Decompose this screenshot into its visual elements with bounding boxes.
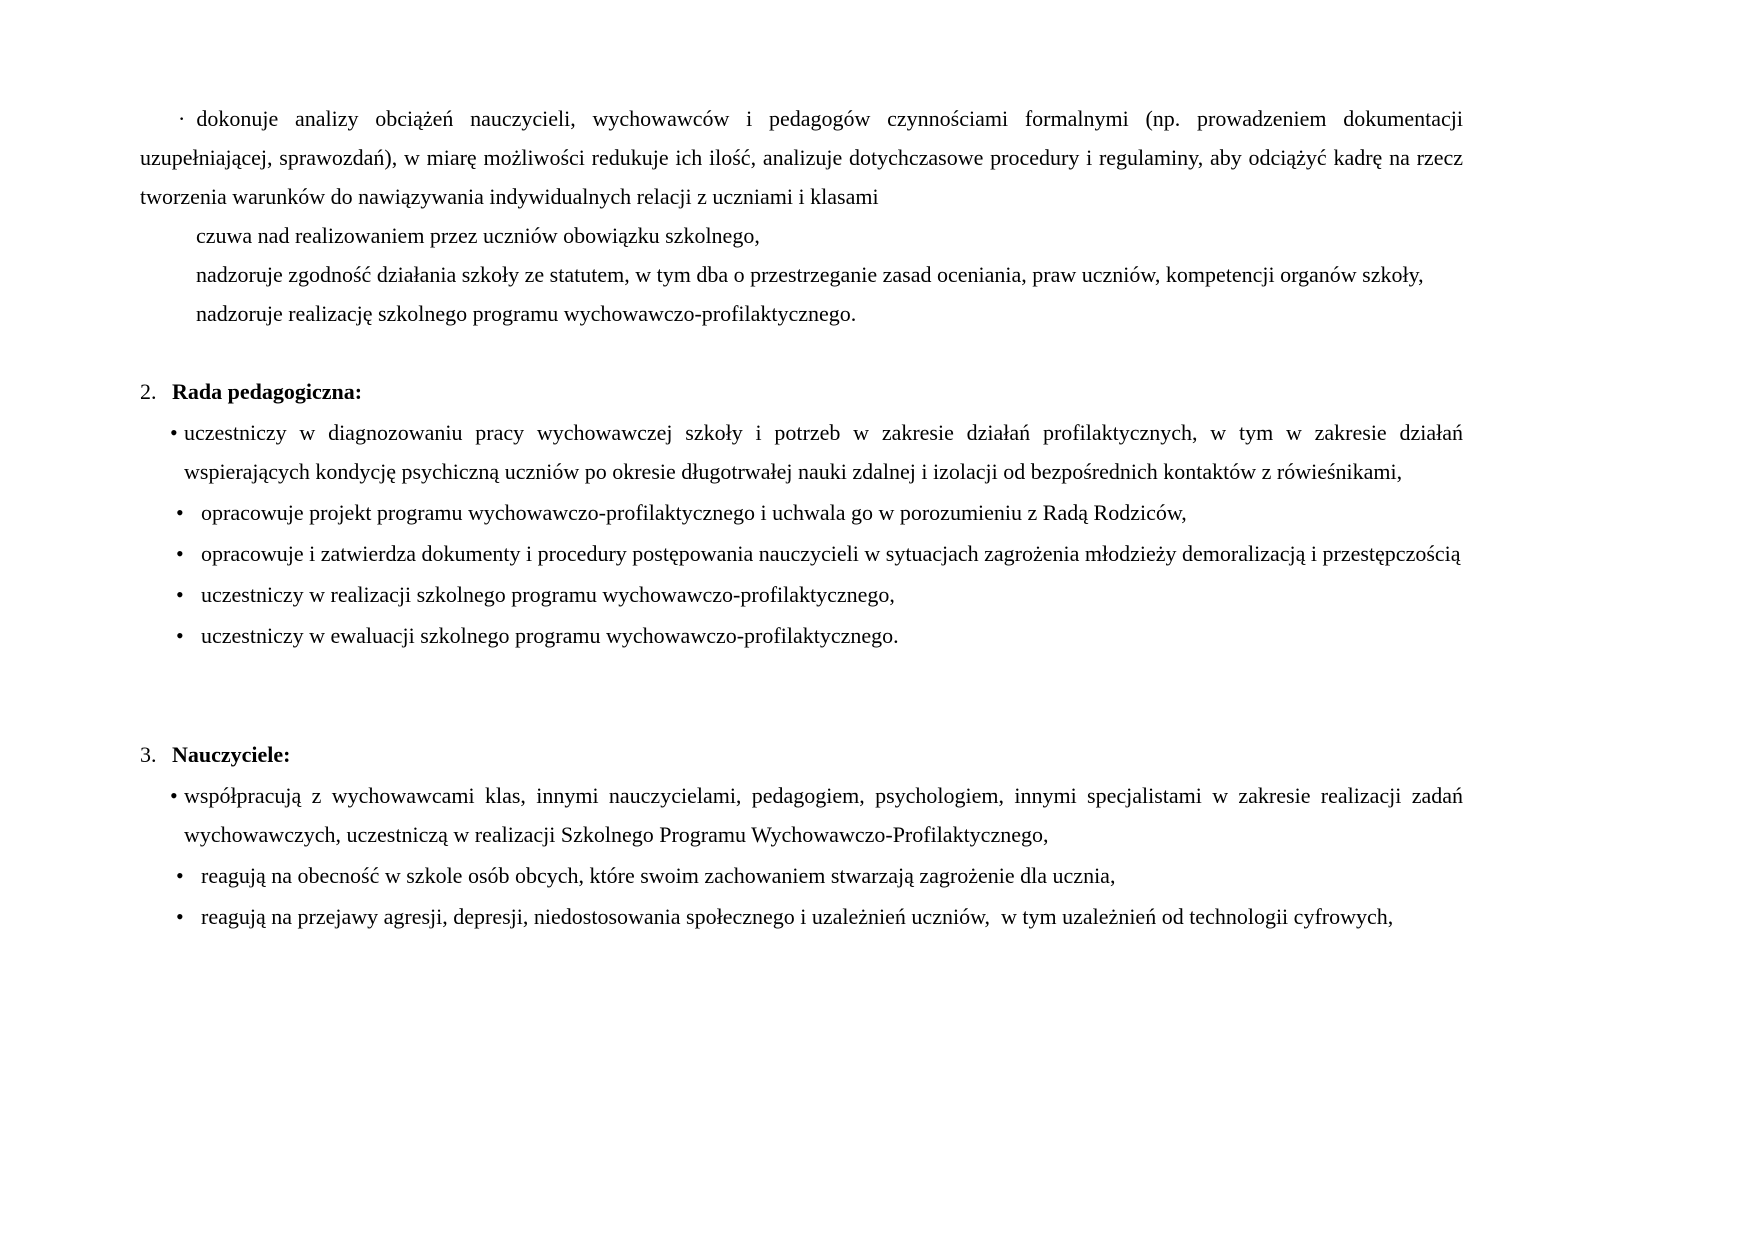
list-item bbox=[140, 575, 1463, 614]
intro-sub-line: nadzoruje realizację szkolnego programu wychowawczo-profilaktycznego. bbox=[196, 301, 857, 326]
list-item bbox=[140, 534, 1463, 573]
list-item-text: opracowuje projekt programu wychowawczo-profilaktycznego i uchwala go w porozumieniu z Radą Rodziców, bbox=[201, 500, 1187, 525]
bullet-icon: • bbox=[176, 904, 184, 929]
bullet-icon: • bbox=[176, 500, 184, 525]
list-item bbox=[140, 493, 1463, 532]
bullet-icon: • bbox=[176, 623, 184, 648]
list-item-text: współpracują z wychowawcami klas, innymi nauczycielami, pedagogiem, psychologiem, innymi specjalistami w zakresie realizacji zadań wychowawczych, uczestniczą w realizacji Szkolnego Programu Wychowawczo-Profilaktycznego, bbox=[184, 783, 1463, 847]
bullet-icon: • bbox=[170, 420, 178, 445]
list-item bbox=[140, 856, 1463, 895]
section-number: 2. bbox=[140, 379, 157, 404]
list-item-text: opracowuje i zatwierdza dokumenty i procedury postępowania nauczycieli w sytuacjach zagrożenia młodzieży demoralizacją i przestępczością bbox=[201, 541, 1461, 566]
section-3-heading bbox=[140, 735, 1463, 774]
list-item-text: reagują na obecność w szkole osób obcych, które swoim zachowaniem stwarzają zagrożenie dla ucznia, bbox=[201, 863, 1116, 888]
list-item-text: uczestniczy w realizacji szkolnego programu wychowawczo-profilaktycznego, bbox=[201, 582, 895, 607]
list-item bbox=[140, 897, 1463, 936]
dot-marker: · bbox=[178, 106, 186, 131]
list-item bbox=[140, 616, 1463, 655]
intro-sub-line: nadzoruje zgodność działania szkoły ze statutem, w tym dba o przestrzeganie zasad oceniania, praw uczniów, kompetencji organów szkoły, bbox=[196, 262, 1424, 287]
list-item-text: uczestniczy w diagnozowaniu pracy wychowawczej szkoły i potrzeb w zakresie działań profilaktycznych, w tym w zakresie działań wspierających kondycję psychiczną uczniów po okresie długotrwałej nauki zdalnej i izolacji od bezpośrednich kontaktów z rówieśnikami, bbox=[184, 420, 1463, 484]
list-item bbox=[140, 776, 1463, 854]
bullet-icon: • bbox=[176, 863, 184, 888]
list-item bbox=[140, 413, 1463, 491]
intro-paragraph bbox=[140, 99, 1463, 216]
intro-paragraph-text: dokonuje analizy obciążeń nauczycieli, wychowawców i pedagogów czynnościami formalnymi (np. prowadzeniem dokumentacji uzupełniającej, sprawozdań), w miarę możliwości redukuje ich ilość, analizuje dotychczasowe procedury i regulaminy, aby odciążyć kadrę na rzecz tworzenia warunków do nawiązywania indywidualnych relacji z uczniami i klasami bbox=[140, 106, 1463, 209]
section-title: Rada pedagogiczna: bbox=[172, 379, 363, 404]
intro-sub-line: czuwa nad realizowaniem przez uczniów obowiązku szkolnego, bbox=[196, 223, 760, 248]
list-item-text: uczestniczy w ewaluacji szkolnego programu wychowawczo-profilaktycznego. bbox=[201, 623, 899, 648]
section-number: 3. bbox=[140, 742, 157, 767]
bullet-icon: • bbox=[170, 783, 178, 808]
section-2-heading bbox=[140, 372, 1463, 411]
bullet-icon: • bbox=[176, 541, 184, 566]
section-title: Nauczyciele: bbox=[172, 742, 291, 767]
bullet-icon: • bbox=[176, 582, 184, 607]
list-item-text: reagują na przejawy agresji, depresji, niedostosowania społecznego i uzależnień uczniów, w tym uzależnień od technologii cyfrowych, bbox=[201, 904, 1394, 929]
